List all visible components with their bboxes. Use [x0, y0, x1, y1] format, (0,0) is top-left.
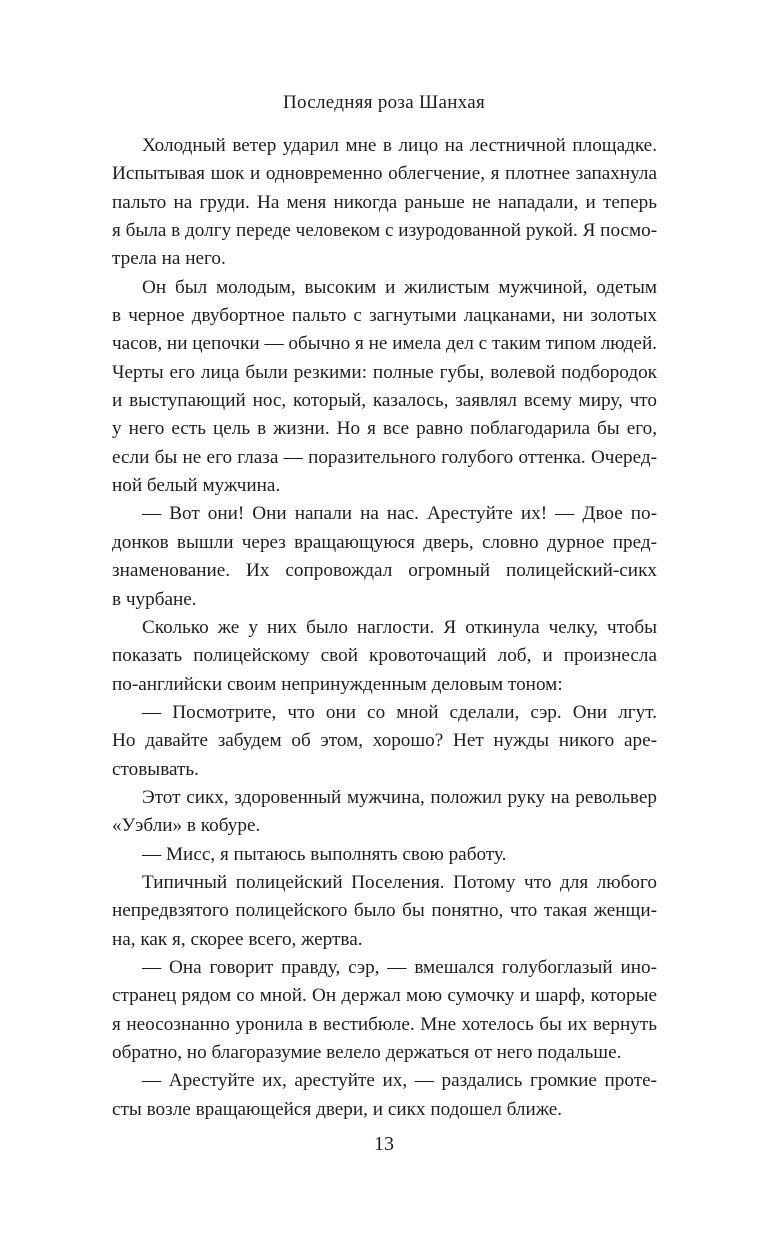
- text-line: Испытывая шок и одновременно облегчение, я плотнее запахнула: [112, 163, 657, 185]
- text-line: — Вот они! Они напали на нас. Арестуйте их! — Двое по-: [142, 503, 657, 525]
- text-line: я была в долгу переде человеком с изуродованной рукой. Я посмо-: [112, 220, 657, 242]
- text-line: по-английски своим непринужденным деловым тоном:: [112, 673, 563, 695]
- text-line: ной белый мужчина.: [112, 475, 281, 497]
- text-line: в чурбане.: [112, 588, 197, 610]
- text-line: «Уэбли» в кобуре.: [112, 815, 261, 837]
- text-line: обратно, но благоразумие велело держаться от него подальше.: [112, 1042, 622, 1063]
- text-line: — Она говорит правду, сэр, — вмешался голубоглазый ино-: [142, 956, 657, 978]
- page-number: 13: [374, 1133, 394, 1155]
- text-line: если бы не его глаза — поразительного голубого оттенка. Очеред-: [112, 446, 657, 468]
- text-line: у него есть цель в жизни. Но я все равно поблагодарила бы его,: [112, 418, 657, 440]
- text-line: Черты его лица были резкими: полные губы, волевой подбородок: [112, 361, 657, 383]
- running-head: Последняя роза Шанхая: [282, 92, 486, 113]
- text-line: показать полицейскому свой кровоточащий лоб, и произнесла: [112, 645, 657, 667]
- body-text: [112, 132, 657, 1124]
- text-line: Но давайте забудем об этом, хорошо? Нет нужды никого аре-: [112, 730, 657, 752]
- text-line: — Арестуйте их, арестуйте их, — раздались громкие проте-: [142, 1070, 657, 1092]
- text-line: — Мисс, я пытаюсь выполнять свою работу.: [142, 843, 507, 865]
- text-line: в черное двубортное пальто с загнутыми лацканами, ни золотых: [112, 305, 657, 327]
- text-line: странец рядом со мной. Он держал мою сумочку и шарф, которые: [112, 985, 657, 1007]
- text-line: на, как я, скорее всего, жертва.: [112, 928, 363, 950]
- text-line: часов, ни цепочки — обычно я не имела дел с таким типом людей.: [112, 333, 657, 355]
- text-line: стовывать.: [112, 758, 199, 780]
- text-line: Этот сикх, здоровенный мужчина, положил руку на револьвер: [142, 786, 657, 808]
- text-line: знаменование. Их сопровождал огромный полицейский-сикх: [112, 560, 657, 582]
- text-line: пальто на груди. На меня никогда раньше не нападали, и теперь: [112, 191, 657, 213]
- text-line: трела на него.: [112, 248, 226, 270]
- text-line: я неосознанно уронила в вестибюле. Мне хотелось бы их вернуть: [112, 1013, 657, 1035]
- text-line: непредвзятого полицейского было бы понятно, что такая женщи-: [112, 900, 657, 922]
- text-line: сты возле вращающейся двери, и сикх подошел ближе.: [112, 1098, 563, 1120]
- text-line: Типичный полицейский Поселения. Потому что для любого: [142, 871, 657, 893]
- text-line: Холодный ветер ударил мне в лицо на лестничной площадке.: [142, 135, 657, 156]
- text-line: Сколько же у них было наглости. Я откинула челку, чтобы: [142, 616, 657, 638]
- text-line: — Посмотрите, что они со мной сделали, сэр. Они лгут.: [142, 701, 657, 723]
- text-line: Он был молодым, высоким и жилистым мужчиной, одетым: [142, 276, 657, 298]
- text-line: и выступающий нос, который, казалось, заявлял всему миру, что: [112, 390, 657, 412]
- text-line: донков вышли через вращающуюся дверь, словно дурное пред-: [112, 531, 657, 553]
